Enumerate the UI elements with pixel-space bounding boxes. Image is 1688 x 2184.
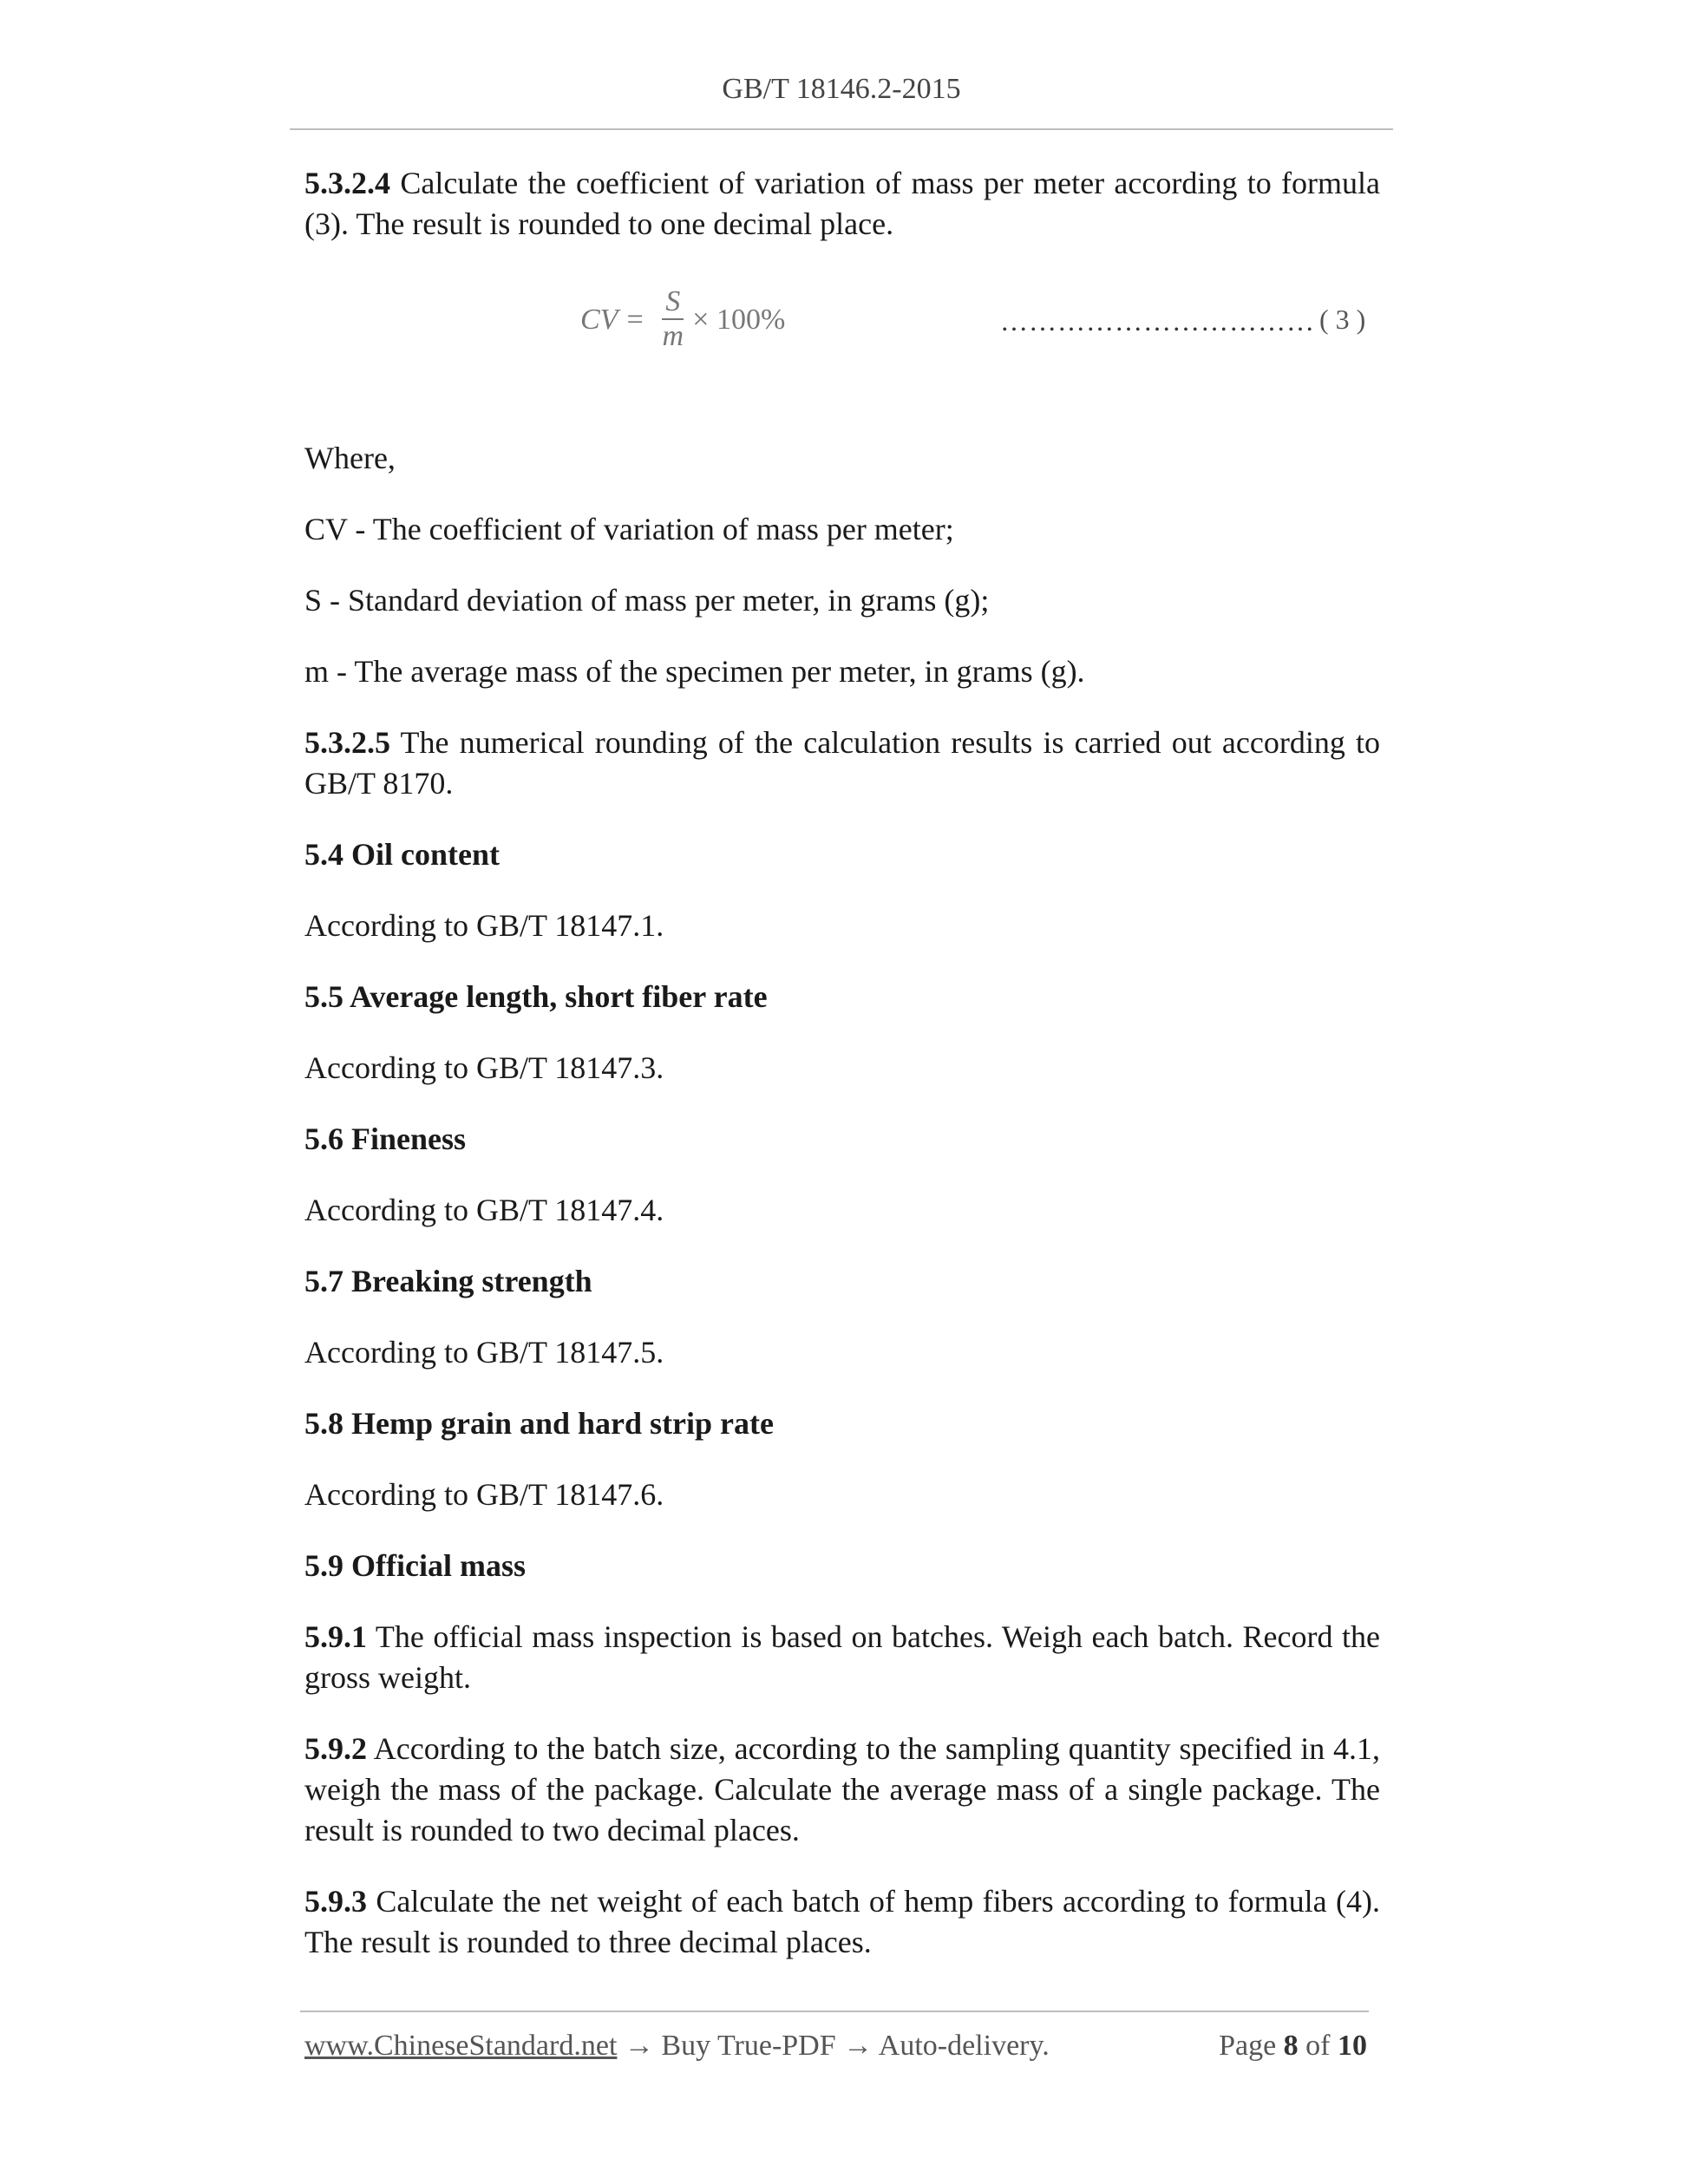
footer-divider xyxy=(300,2011,1369,2012)
formula-numerator: S xyxy=(662,285,684,320)
formula-number: ( 3 ) xyxy=(1319,304,1366,335)
page-indicator xyxy=(1219,2030,1367,2063)
definition-cv: CV - The coefficient of variation of mass per meter; xyxy=(304,512,954,546)
page-word: Page xyxy=(1219,2030,1277,2062)
formula-rhs: × 100% xyxy=(692,303,786,336)
footer-promo xyxy=(304,2030,1050,2063)
footer-promo-text: → Buy True-PDF → Auto-delivery. xyxy=(617,2030,1050,2062)
clause-5-9-2 xyxy=(304,1729,1380,1851)
clause-number: 5.9.2 xyxy=(304,1731,367,1766)
clause-number: 5.3.2.4 xyxy=(304,166,390,200)
clause-text: Calculate the coefficient of variation of mass per meter according to formula (3). The result is rounded to one decimal place. xyxy=(304,166,1380,241)
clause-number: 5.9.3 xyxy=(304,1884,367,1919)
clause-5-3-2-5 xyxy=(304,723,1380,804)
definition-s: S - Standard deviation of mass per meter, in grams (g); xyxy=(304,583,990,618)
formula-expression xyxy=(580,285,785,353)
website-link[interactable]: www.ChineseStandard.net xyxy=(304,2030,618,2062)
document-body xyxy=(304,163,1380,1993)
heading-5-8: 5.8 Hemp grain and hard strip rate xyxy=(304,1406,775,1441)
text-5-4: According to GB/T 18147.1. xyxy=(304,908,664,943)
clause-5-3-2-4 xyxy=(304,163,1380,245)
formula-lhs: CV = xyxy=(580,303,645,336)
heading-5-7: 5.7 Breaking strength xyxy=(304,1264,592,1298)
text-5-5: According to GB/T 18147.3. xyxy=(304,1050,664,1085)
clause-number: 5.3.2.5 xyxy=(304,725,390,760)
of-word: of xyxy=(1305,2030,1331,2062)
clause-text: The official mass inspection is based on batches. Weigh each batch. Record the gross weight. xyxy=(304,1619,1380,1695)
formula-3 xyxy=(304,275,1380,379)
text-5-7: According to GB/T 18147.5. xyxy=(304,1335,664,1370)
current-page: 8 xyxy=(1283,2030,1299,2062)
formula-denominator: m xyxy=(662,320,684,352)
heading-5-9: 5.9 Official mass xyxy=(304,1548,526,1583)
page-header: GB/T 18146.2-2015 xyxy=(722,73,961,105)
header-divider xyxy=(290,128,1393,130)
total-pages: 10 xyxy=(1338,2030,1367,2062)
where-label: Where, xyxy=(304,441,396,475)
clause-text: Calculate the net weight of each batch of hemp fibers according to formula (4). The result is rounded to three decimal places. xyxy=(304,1884,1380,1959)
heading-5-4: 5.4 Oil content xyxy=(304,837,500,872)
text-5-8: According to GB/T 18147.6. xyxy=(304,1477,664,1512)
clause-text: The numerical rounding of the calculation results is carried out according to GB/T 8170. xyxy=(304,725,1380,801)
heading-5-6: 5.6 Fineness xyxy=(304,1121,467,1156)
formula-fraction xyxy=(662,285,684,353)
clause-5-9-1 xyxy=(304,1617,1380,1698)
formula-leader-dots: …………………………… xyxy=(1000,305,1315,337)
clause-5-9-3 xyxy=(304,1881,1380,1963)
clause-text: According to the batch size, according to the sampling quantity specified in 4.1, weigh the mass of the package. Calculate the average mass of a single package. The result is rounded to two decimal places. xyxy=(304,1731,1380,1847)
page-footer xyxy=(304,2030,1367,2073)
clause-number: 5.9.1 xyxy=(304,1619,367,1654)
text-5-6: According to GB/T 18147.4. xyxy=(304,1193,664,1227)
definition-m: m - The average mass of the specimen per meter, in grams (g). xyxy=(304,654,1085,689)
heading-5-5: 5.5 Average length, short fiber rate xyxy=(304,979,768,1014)
